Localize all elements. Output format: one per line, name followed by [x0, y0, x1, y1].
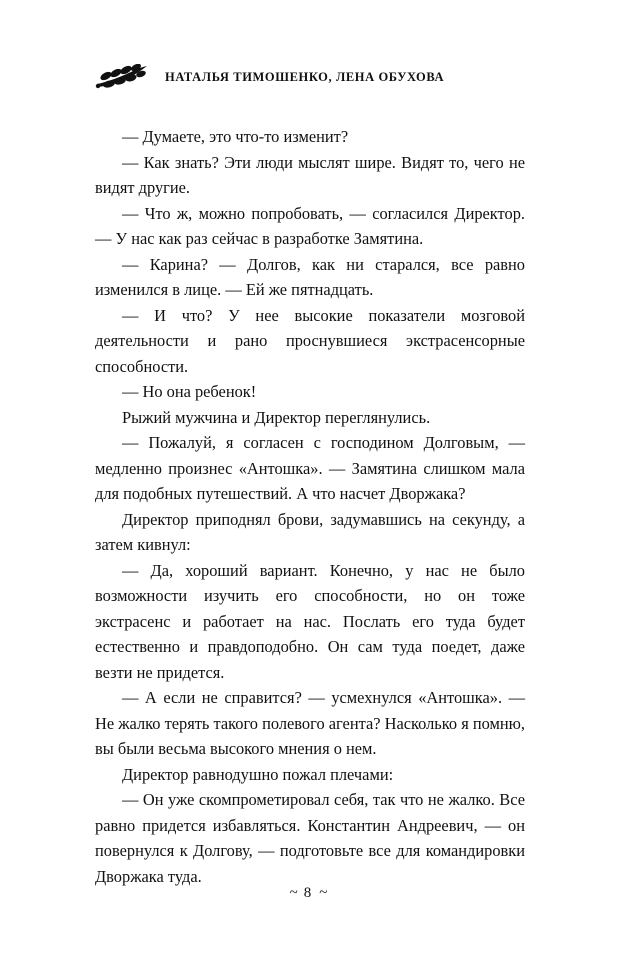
laurel-branch-icon — [95, 64, 153, 90]
page-content — [95, 60, 525, 889]
paragraph: — Да, хороший вариант. Конечно, у нас не было возможности изучить его способности, но он тоже экстрасенс и работает на нас. Послать его туда будет естественно и правдоподобно. Он сам туда поедет, даже везти не придется. — [95, 560, 525, 682]
paragraph: — Как знать? Эти люди мыслят шире. Видят то, чего не видят другие. — [95, 152, 525, 197]
page-header — [95, 60, 525, 94]
folio-right-ornament: ~ — [319, 885, 328, 901]
body-text — [95, 124, 525, 889]
paragraph: — И что? У нее высокие показатели мозговой деятельности и рано проснувшиеся экстрасенсорные способности. — [95, 305, 525, 376]
paragraph: Рыжий мужчина и Директор переглянулись. — [122, 407, 431, 427]
page-footer — [0, 885, 617, 902]
paragraph: — Но она ребенок! — [122, 382, 257, 401]
paragraph: Директор равнодушно пожал плечами: — [122, 764, 394, 784]
paragraph: — Пожалуй, я согласен с господином Долговым, — медленно произнес «Антошка». — Замятина слишком мала для подобных путешествий. А что насчет Дворжака? — [95, 433, 525, 503]
paragraph: — Что ж, можно попробовать, — согласился Директор. — У нас как раз сейчас в разработке Замятина. — [95, 203, 525, 248]
paragraph: — Карина? — Долгов, как ни старался, все равно изменился в лице. — Ей же пятнадцать. — [95, 254, 525, 299]
running-head-authors: НАТАЛЬЯ ТИМОШЕНКО, ЛЕНА ОБУХОВА — [165, 69, 445, 84]
page-number: 8 — [303, 885, 314, 901]
paragraph: — Думаете, это что-то изменит? — [122, 127, 349, 146]
paragraph: Директор приподнял брови, задумавшись на секунду, а затем кивнул: — [95, 509, 525, 554]
folio-left-ornament: ~ — [289, 885, 298, 901]
paragraph: — А если не справится? — усмехнулся «Антошка». — Не жалко терять такого полевого агента? Насколько я помню, вы были весьма высокого мнения о нем. — [95, 688, 525, 758]
paragraph: — Он уже скомпрометировал себя, так что не жалко. Все равно придется избавляться. Константин Андреевич, — он повернулся к Долгову, — подготовьте все для командировки Дворжака туда. — [95, 790, 525, 886]
